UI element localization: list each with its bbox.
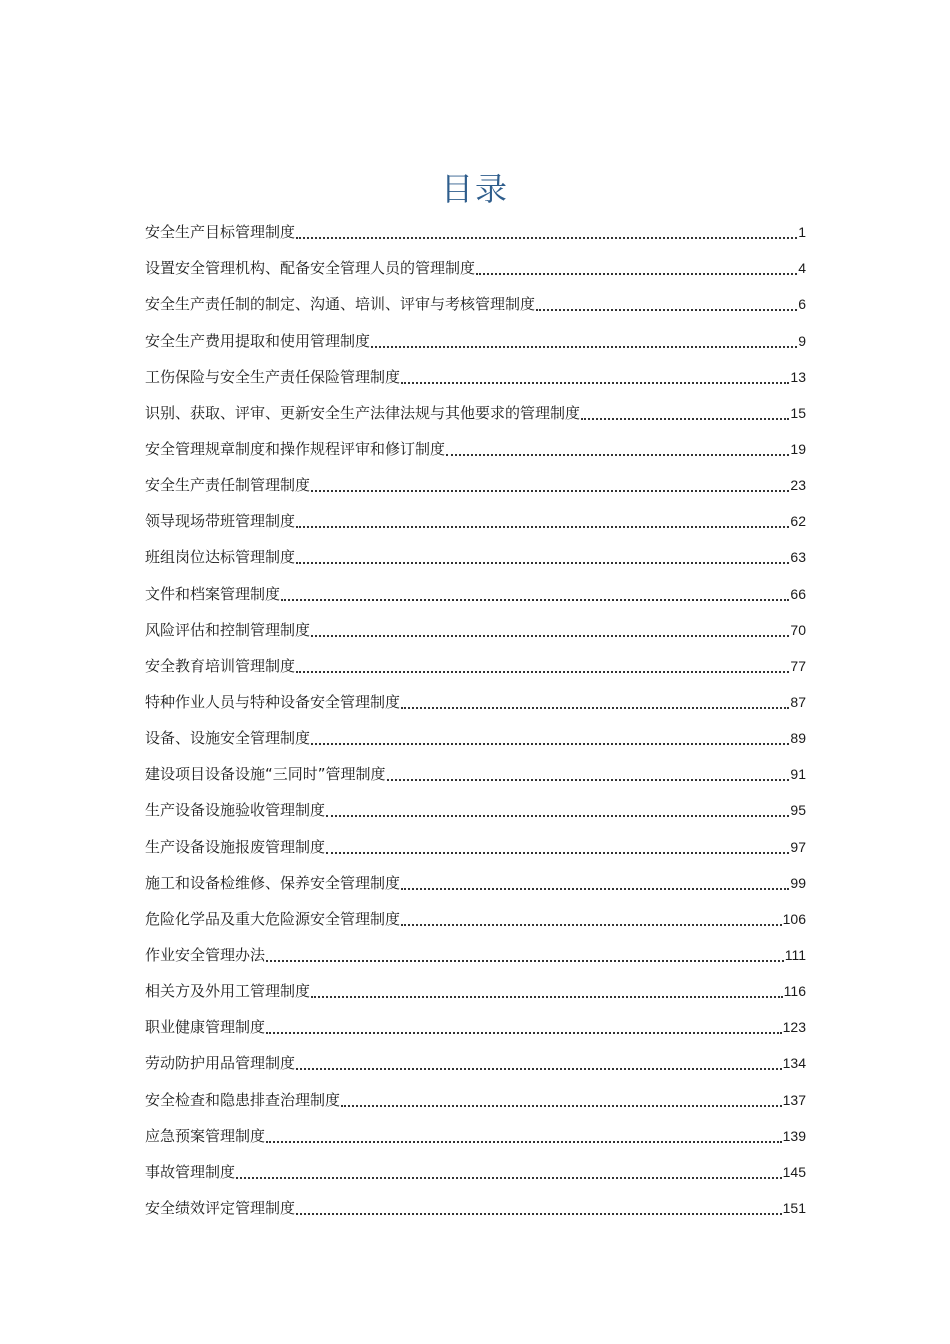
toc-entry[interactable] bbox=[145, 973, 806, 1009]
toc-dot-leader bbox=[400, 684, 790, 720]
toc-entry-label: 安全生产目标管理制度 bbox=[145, 223, 296, 242]
toc-entry-label: 施工和设备检维修、保养安全管理制度 bbox=[145, 873, 401, 892]
toc-entry-page-number: 87 bbox=[790, 693, 806, 710]
toc-dot-leader bbox=[400, 865, 790, 901]
toc-entry-label: 危险化学品及重大危险源安全管理制度 bbox=[145, 909, 401, 928]
toc-entry[interactable] bbox=[145, 359, 806, 395]
toc-dot-leader bbox=[370, 323, 798, 359]
toc-dot-leader bbox=[265, 937, 785, 973]
toc-entry[interactable] bbox=[145, 467, 806, 503]
toc-entry-page-number: 151 bbox=[782, 1199, 806, 1216]
toc-entry[interactable] bbox=[145, 1118, 806, 1154]
toc-entry-label: 安全教育培训管理制度 bbox=[145, 656, 296, 675]
toc-dot-leader bbox=[400, 901, 783, 937]
toc-entry[interactable] bbox=[145, 865, 806, 901]
toc-entry[interactable] bbox=[145, 503, 806, 539]
toc-entry-label: 识别、获取、评审、更新安全生产法律法规与其他要求的管理制度 bbox=[145, 403, 581, 422]
toc-entry-page-number: 15 bbox=[790, 404, 806, 421]
toc-dot-leader bbox=[295, 214, 798, 250]
toc-entry[interactable] bbox=[145, 612, 806, 648]
toc-entry[interactable] bbox=[145, 575, 806, 611]
toc-dot-leader bbox=[235, 1154, 783, 1190]
toc-entry-label: 文件和档案管理制度 bbox=[145, 584, 281, 603]
toc-entry-page-number: 23 bbox=[790, 477, 806, 494]
toc-entry[interactable] bbox=[145, 792, 806, 828]
toc-list bbox=[145, 214, 806, 1226]
toc-dot-leader bbox=[535, 286, 798, 322]
toc-entry-page-number: 70 bbox=[790, 621, 806, 638]
toc-dot-leader bbox=[340, 1082, 783, 1118]
toc-entry-page-number: 145 bbox=[782, 1163, 806, 1180]
toc-entry[interactable] bbox=[145, 720, 806, 756]
toc-dot-leader bbox=[295, 503, 790, 539]
toc-entry-page-number: 89 bbox=[790, 730, 806, 747]
toc-dot-leader bbox=[280, 576, 790, 612]
toc-dot-leader bbox=[580, 395, 790, 431]
toc-entry[interactable] bbox=[145, 1045, 806, 1081]
toc-entry-label: 劳动防护用品管理制度 bbox=[145, 1054, 296, 1073]
toc-entry[interactable] bbox=[145, 214, 806, 250]
toc-entry-page-number: 6 bbox=[798, 296, 806, 313]
toc-entry-page-number: 123 bbox=[782, 1019, 806, 1036]
toc-dot-leader bbox=[295, 539, 790, 575]
toc-entry-label: 作业安全管理办法 bbox=[145, 945, 266, 964]
toc-entry-label: 安全生产责任制的制定、沟通、培训、评审与考核管理制度 bbox=[145, 295, 536, 314]
toc-dot-leader bbox=[475, 250, 798, 286]
toc-entry-label: 安全生产责任制管理制度 bbox=[145, 476, 311, 495]
toc-entry[interactable] bbox=[145, 431, 806, 467]
toc-entry-label: 工伤保险与安全生产责任保险管理制度 bbox=[145, 367, 401, 386]
toc-dot-leader bbox=[445, 431, 790, 467]
toc-entry[interactable] bbox=[145, 1154, 806, 1190]
toc-entry-label: 安全检查和隐患排查治理制度 bbox=[145, 1090, 341, 1109]
toc-dot-leader bbox=[265, 1118, 783, 1154]
toc-dot-leader bbox=[310, 467, 790, 503]
toc-entry[interactable] bbox=[145, 684, 806, 720]
toc-entry-page-number: 77 bbox=[790, 657, 806, 674]
toc-entry-page-number: 97 bbox=[790, 838, 806, 855]
toc-entry-page-number: 134 bbox=[782, 1055, 806, 1072]
toc-entry-page-number: 19 bbox=[790, 440, 806, 457]
toc-entry-page-number: 63 bbox=[790, 549, 806, 566]
toc-entry-page-number: 139 bbox=[782, 1127, 806, 1144]
toc-entry-page-number: 62 bbox=[790, 513, 806, 530]
toc-entry-label: 领导现场带班管理制度 bbox=[145, 512, 296, 531]
toc-entry-page-number: 95 bbox=[790, 802, 806, 819]
toc-dot-leader bbox=[325, 792, 790, 828]
toc-entry-page-number: 137 bbox=[782, 1091, 806, 1108]
toc-dot-leader bbox=[295, 1190, 783, 1226]
toc-entry-label: 生产设备设施验收管理制度 bbox=[145, 801, 326, 820]
toc-entry-label: 设置安全管理机构、配备安全管理人员的管理制度 bbox=[145, 259, 476, 278]
toc-dot-leader bbox=[310, 720, 790, 756]
toc-entry-label: 安全生产费用提取和使用管理制度 bbox=[145, 331, 371, 350]
toc-entry-label: 安全管理规章制度和操作规程评审和修订制度 bbox=[145, 439, 446, 458]
toc-entry-page-number: 9 bbox=[798, 332, 806, 349]
toc-entry-page-number: 111 bbox=[784, 946, 806, 963]
toc-entry-page-number: 116 bbox=[783, 983, 806, 1000]
toc-title: 目录 bbox=[440, 170, 509, 208]
toc-entry[interactable] bbox=[145, 648, 806, 684]
toc-entry[interactable] bbox=[145, 539, 806, 575]
toc-entry-page-number: 106 bbox=[782, 910, 806, 927]
toc-entry-label: 安全绩效评定管理制度 bbox=[145, 1198, 296, 1217]
toc-entry-label: 风险评估和控制管理制度 bbox=[145, 620, 311, 639]
toc-entry[interactable] bbox=[145, 937, 806, 973]
toc-entry-label: 相关方及外用工管理制度 bbox=[145, 982, 311, 1001]
toc-entry[interactable] bbox=[145, 250, 806, 286]
toc-dot-leader bbox=[400, 359, 790, 395]
toc-dot-leader bbox=[295, 1045, 783, 1081]
toc-entry[interactable] bbox=[145, 1081, 806, 1117]
toc-entry-label: 特种作业人员与特种设备安全管理制度 bbox=[145, 692, 401, 711]
toc-entry[interactable] bbox=[145, 322, 806, 358]
toc-entry-label: 生产设备设施报废管理制度 bbox=[145, 837, 326, 856]
toc-entry-label: 职业健康管理制度 bbox=[145, 1018, 266, 1037]
toc-entry[interactable] bbox=[145, 1190, 806, 1226]
toc-entry[interactable] bbox=[145, 756, 806, 792]
toc-entry-page-number: 91 bbox=[790, 766, 806, 783]
toc-entry-page-number: 99 bbox=[790, 874, 806, 891]
toc-entry-page-number: 1 bbox=[798, 224, 806, 241]
toc-dot-leader bbox=[295, 648, 790, 684]
toc-entry-label: 设备、设施安全管理制度 bbox=[145, 729, 311, 748]
toc-entry[interactable] bbox=[145, 901, 806, 937]
toc-dot-leader bbox=[325, 829, 790, 865]
toc-dot-leader bbox=[310, 612, 790, 648]
toc-entry-label: 事故管理制度 bbox=[145, 1162, 236, 1181]
toc-entry-page-number: 13 bbox=[790, 368, 806, 385]
toc-entry-page-number: 66 bbox=[790, 585, 806, 602]
toc-dot-leader bbox=[265, 1009, 783, 1045]
toc-entry[interactable] bbox=[145, 395, 806, 431]
toc-entry-label: 建设项目设备设施“三同时”管理制度 bbox=[145, 765, 386, 784]
toc-entry[interactable] bbox=[145, 1009, 806, 1045]
toc-dot-leader bbox=[386, 756, 791, 792]
toc-entry-label: 应急预案管理制度 bbox=[145, 1126, 266, 1145]
toc-entry-label: 班组岗位达标管理制度 bbox=[145, 548, 296, 567]
toc-dot-leader bbox=[310, 973, 784, 1009]
toc-entry[interactable] bbox=[145, 286, 806, 322]
toc-entry-page-number: 4 bbox=[798, 260, 806, 277]
toc-entry[interactable] bbox=[145, 828, 806, 864]
